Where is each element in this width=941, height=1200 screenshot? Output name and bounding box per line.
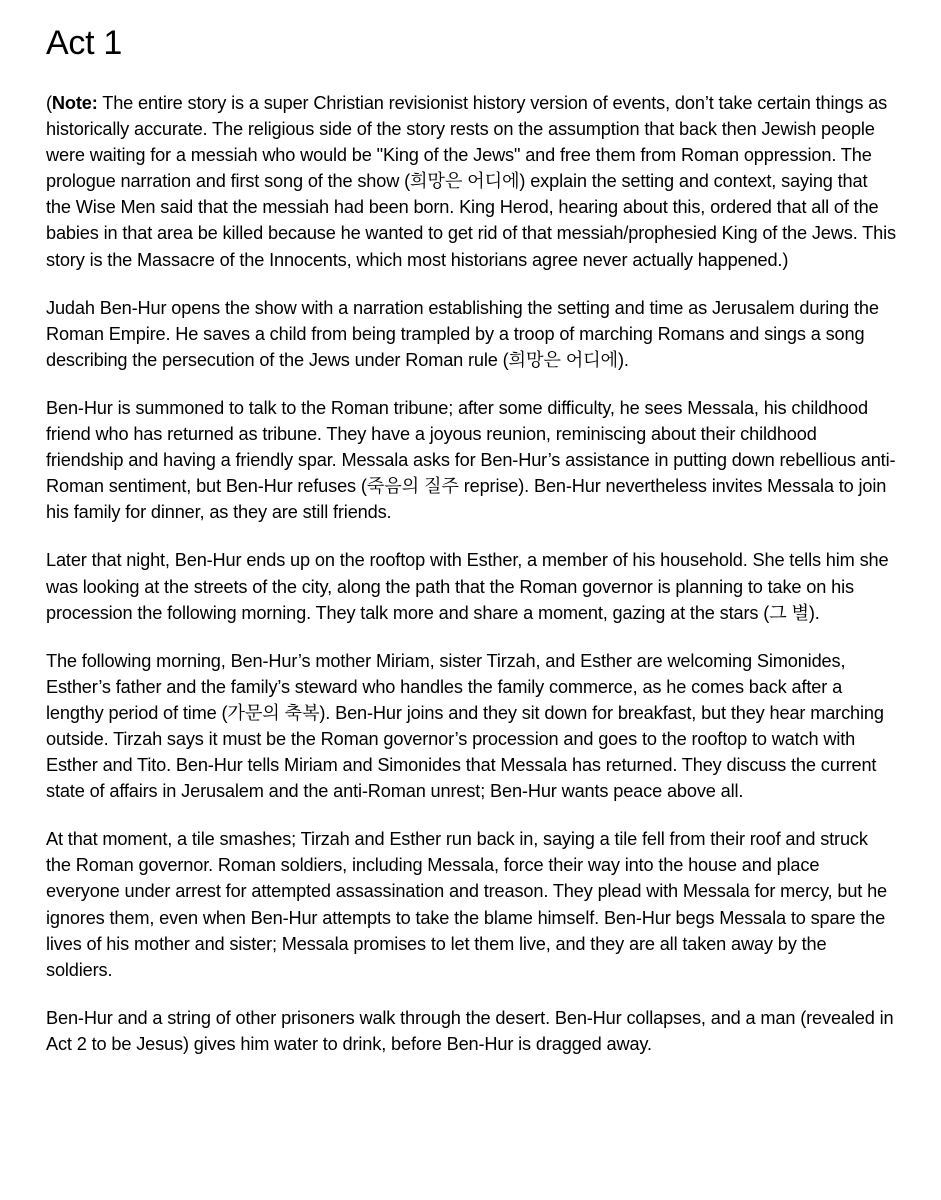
document	[46, 22, 896, 1079]
note-open-paren: (	[46, 93, 52, 113]
paragraph-rooftop: Later that night, Ben-Hur ends up on the rooftop with Esther, a member of his household. She tells him she was looking at the streets of the city, along the path that the Roman governor is planning to take on his procession the following morning. They talk more and share a moment, gazing at the stars (그 별).	[46, 550, 889, 623]
paragraph-opening: Judah Ben-Hur opens the show with a narration establishing the setting and time as Jerusalem during the Roman Empire. He saves a child from being trampled by a troop of marching Romans and sings a song describing the persecution of the Jews under Roman rule (희망은 어디에).	[46, 297, 879, 370]
page-title: Act 1	[46, 24, 122, 62]
paragraph-arrest: At that moment, a tile smashes; Tirzah and Esther run back in, saying a tile fell from their roof and struck the Roman governor. Roman soldiers, including Messala, force their way into the house and place everyone under arrest for attempted assassination and treason. They plead with Messala for mercy, but he ignores them, even when Ben-Hur attempts to take the blame himself. Ben-Hur begs Messala to spare the lives of his mother and sister; Messala promises to let them live, and they are all taken away by the soldiers.	[46, 829, 888, 980]
note-label: Note:	[51, 93, 98, 113]
note-body: The entire story is a super Christian revisionist history version of events, don’t take certain things as historically accurate. The religious side of the story rests on the assumption that back then Jewish people were waiting for a messiah who would be "King of the Jews" and free them from Roman oppression. The prologue narration and first song of the show (희망은 어디에) explain the setting and context, saying that the Wise Men said that the messiah had been born. King Herod, hearing about this, ordered that all of the babies in that area be killed because he wanted to get rid of that messiah/prophesied King of the Jews. This story is the Massacre of the Innocents, which most historians agree never actually happened.)	[46, 93, 896, 270]
paragraph-morning: The following morning, Ben-Hur’s mother Miriam, sister Tirzah, and Esther are welcoming Simonides, Esther’s father and the family’s steward who handles the family commerce, as he comes back after a lengthy period of time (가문의 축복). Ben-Hur joins and they sit down for breakfast, but they hear marching outside. Tirzah says it must be the Roman governor’s procession and goes to the rooftop to watch with Esther and Tito. Ben-Hur tells Miriam and Simonides that Messala has returned. They discuss the current state of affairs in Jerusalem and the anti-Roman unrest; Ben-Hur wants peace above all.	[46, 650, 884, 802]
note-paragraph	[46, 90, 896, 273]
paragraph-tribune: Ben-Hur is summoned to talk to the Roman tribune; after some difficulty, he sees Messala, his childhood friend who has returned as tribune. They have a joyous reunion, reminiscing about their childhood friendship and having a friendly spar. Messala asks for Ben-Hur’s assistance in putting down rebellious anti-Roman sentiment, but Ben-Hur refuses (죽음의 질주 reprise). Ben-Hur nevertheless invites Messala to join his family for dinner, as they are still friends.	[46, 397, 896, 523]
paragraph-desert: Ben-Hur and a string of other prisoners walk through the desert. Ben-Hur collapses, and a man (revealed in Act 2 to be Jesus) gives him water to drink, before Ben-Hur is dragged away.	[46, 1007, 894, 1054]
